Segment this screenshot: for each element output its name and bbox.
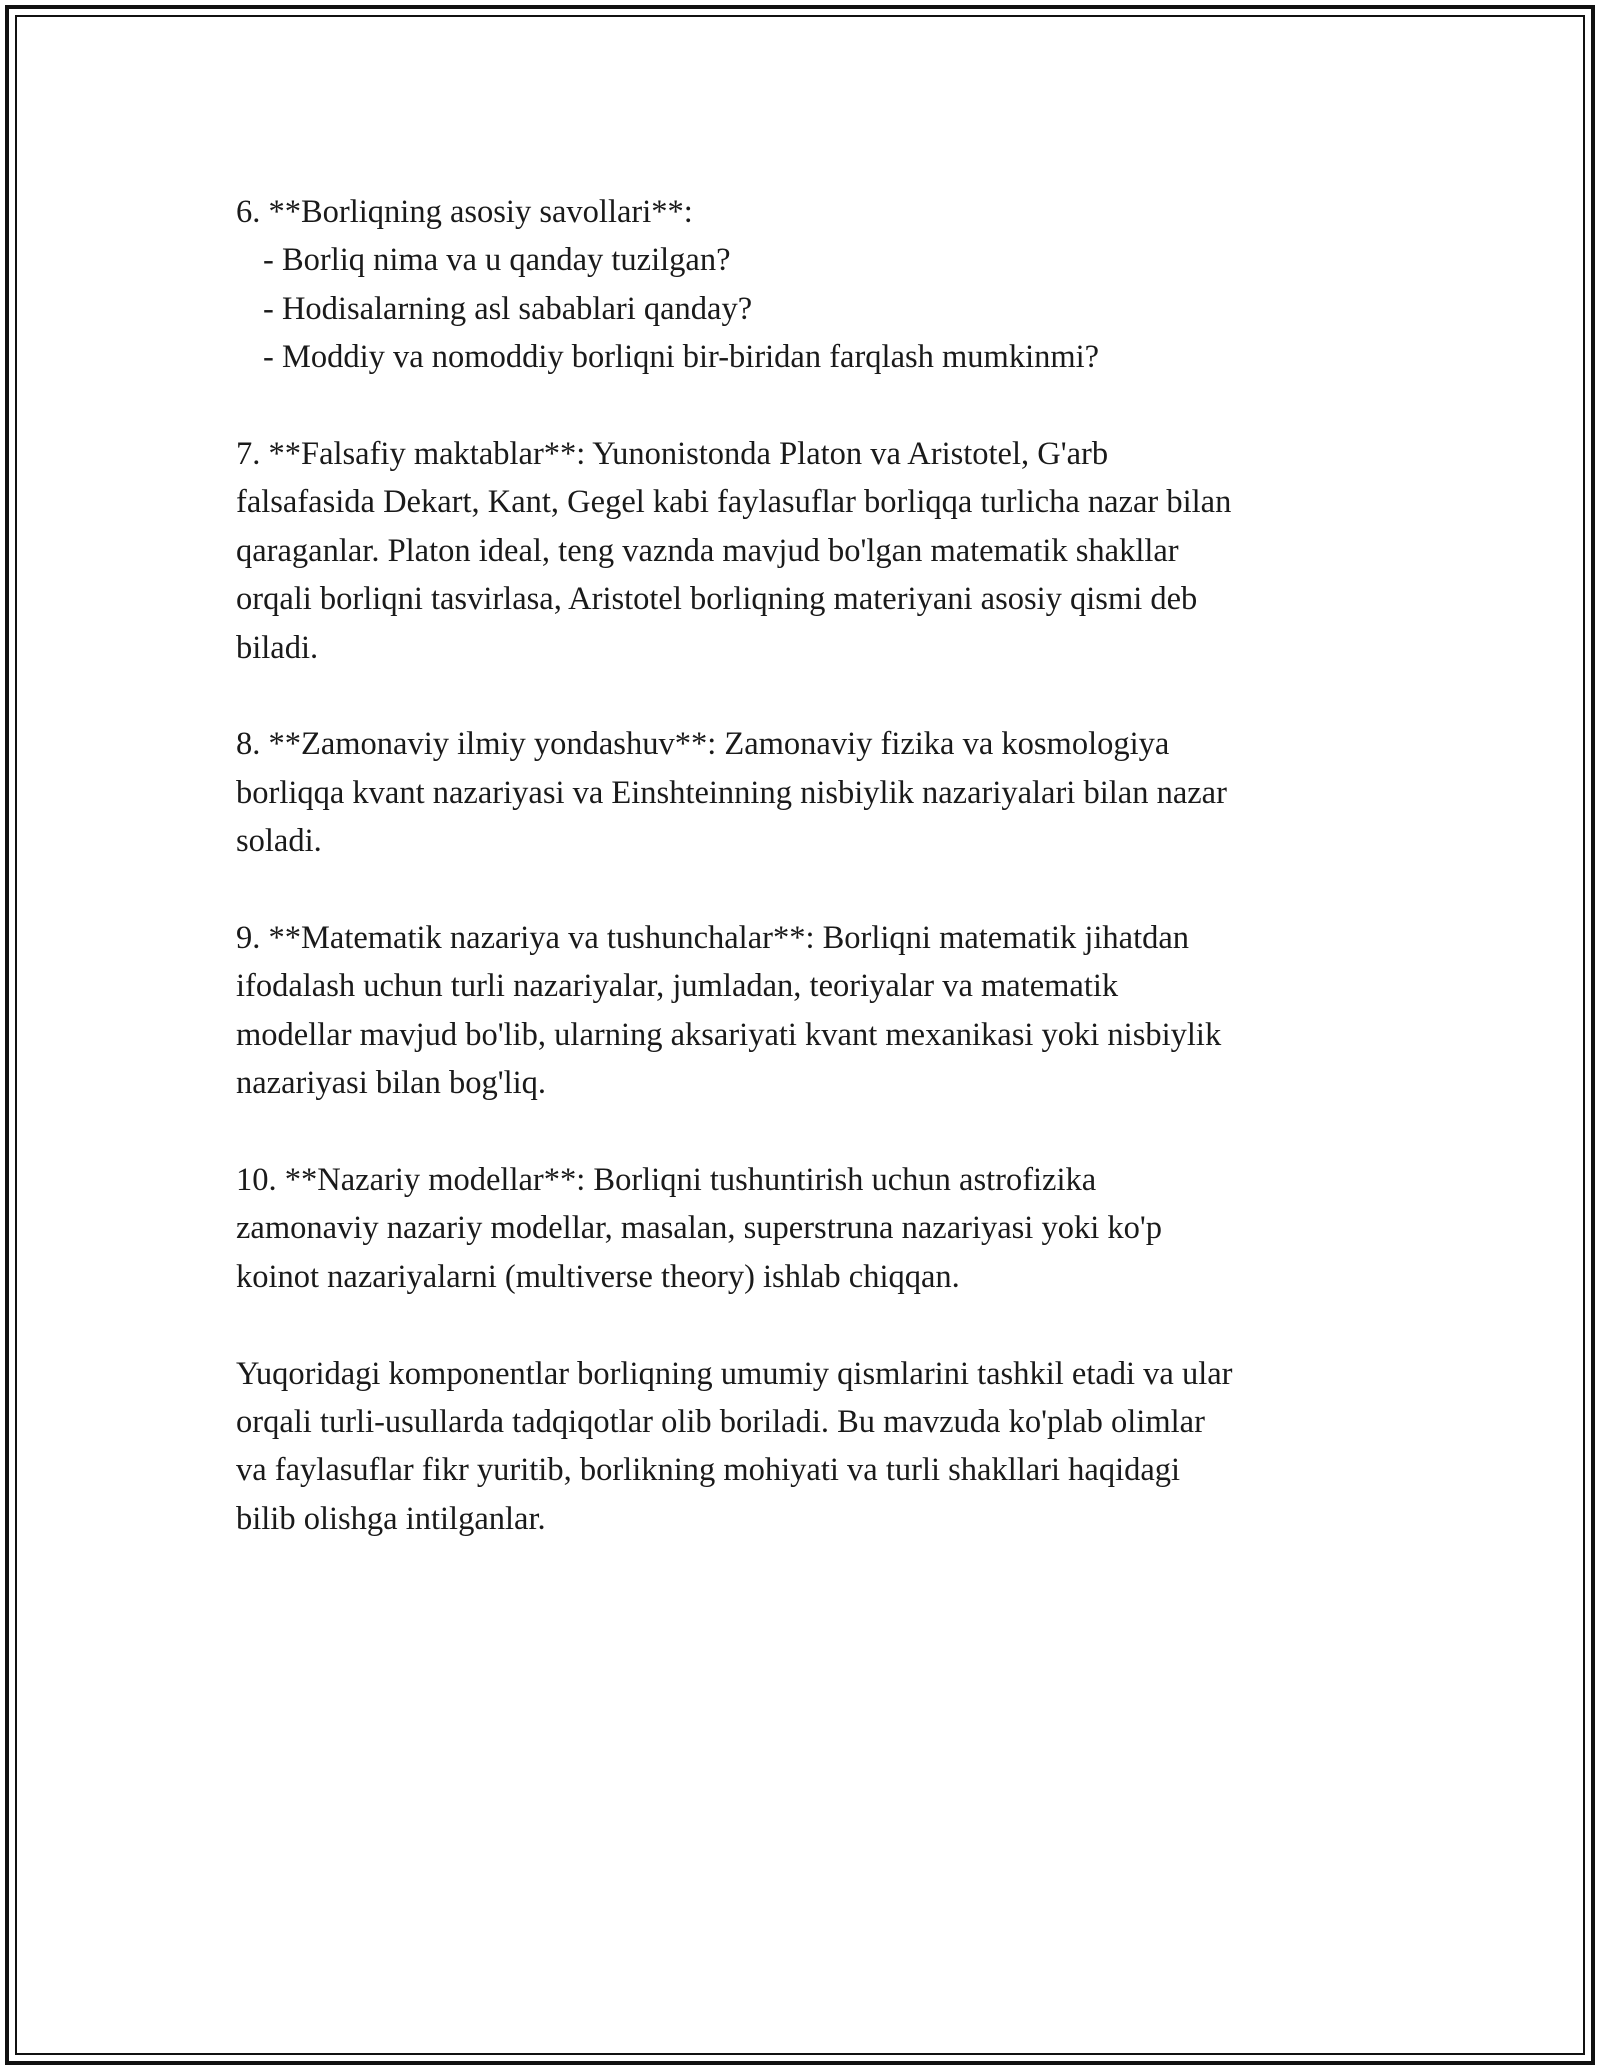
paragraph-gap xyxy=(236,382,1386,430)
paragraph-gap xyxy=(236,866,1386,914)
section-9-line-1: 9. **Matematik nazariya va tushunchalar**: Borliqni matematik jihatdan xyxy=(236,920,1190,957)
section-10 xyxy=(236,1156,1386,1301)
section-8-line-3: soladi. xyxy=(236,823,322,860)
section-7-line-5: biladi. xyxy=(236,629,319,666)
section-8 xyxy=(236,720,1386,865)
section-8-line-2: borliqqa kvant nazariyasi va Einshteinning nisbiylik nazariyalari bilan nazar xyxy=(236,774,1227,811)
section-6-bullet-1: - Borliq nima va u qanday tuzilgan? xyxy=(263,242,731,279)
section-6 xyxy=(236,188,1386,382)
section-6-bullet-2: - Hodisalarning asl sabablari qanday? xyxy=(263,290,753,327)
paragraph-gap xyxy=(236,1301,1386,1349)
section-9-line-3: modellar mavjud bo'lib, ularning aksariyati kvant mexanikasi yoki nisbiylik xyxy=(236,1016,1222,1053)
section-10-line-1: 10. **Nazariy modellar**: Borliqni tushuntirish uchun astrofizika xyxy=(236,1162,1097,1199)
conclusion-line-3: va faylasuflar fikr yuritib, borlikning mohiyati va turli shakllari haqidagi xyxy=(236,1452,1181,1489)
conclusion-line-1: Yuqoridagi komponentlar borliqning umumiy qismlarini tashkil etadi va ular xyxy=(236,1355,1233,1392)
section-6-heading: 6. **Borliqning asosiy savollari**: xyxy=(236,194,693,230)
section-6-bullet-3: - Moddiy va nomoddiy borliqni bir-biridan farqlash mumkinmi? xyxy=(263,339,1100,376)
conclusion-paragraph xyxy=(236,1350,1386,1544)
section-7 xyxy=(236,430,1386,672)
section-9 xyxy=(236,914,1386,1108)
section-7-line-3: qaraganlar. Platon ideal, teng vaznda mavjud bo'lgan matematik shakllar xyxy=(236,532,1179,569)
paragraph-gap xyxy=(236,1108,1386,1156)
document-body xyxy=(236,188,1386,1543)
section-7-line-1: 7. **Falsafiy maktablar**: Yunonistonda Platon va Aristotel, G'arb xyxy=(236,436,1109,473)
section-10-line-2: zamonaviy nazariy modellar, masalan, superstruna nazariyasi yoki ko'p xyxy=(236,1210,1162,1247)
conclusion-line-4: bilib olishga intilganlar. xyxy=(236,1500,546,1537)
section-7-line-2: falsafasida Dekart, Kant, Gegel kabi faylasuflar borliqqa turlicha nazar bilan xyxy=(236,484,1232,521)
section-9-line-2: ifodalash uchun turli nazariyalar, jumladan, teoriyalar va matematik xyxy=(236,968,1119,1005)
section-9-line-4: nazariyasi bilan bog'liq. xyxy=(236,1065,547,1102)
paragraph-gap xyxy=(236,672,1386,720)
section-8-line-1: 8. **Zamonaviy ilmiy yondashuv**: Zamonaviy fizika va kosmologiya xyxy=(236,726,1170,763)
conclusion-line-2: orqali turli-usullarda tadqiqotlar olib boriladi. Bu mavzuda ko'plab olimlar xyxy=(236,1404,1205,1441)
section-7-line-4: orqali borliqni tasvirlasa, Aristotel borliqning materiyani asosiy qismi deb xyxy=(236,581,1198,618)
section-10-line-3: koinot nazariyalarni (multiverse theory) ishlab chiqqan. xyxy=(236,1258,960,1295)
